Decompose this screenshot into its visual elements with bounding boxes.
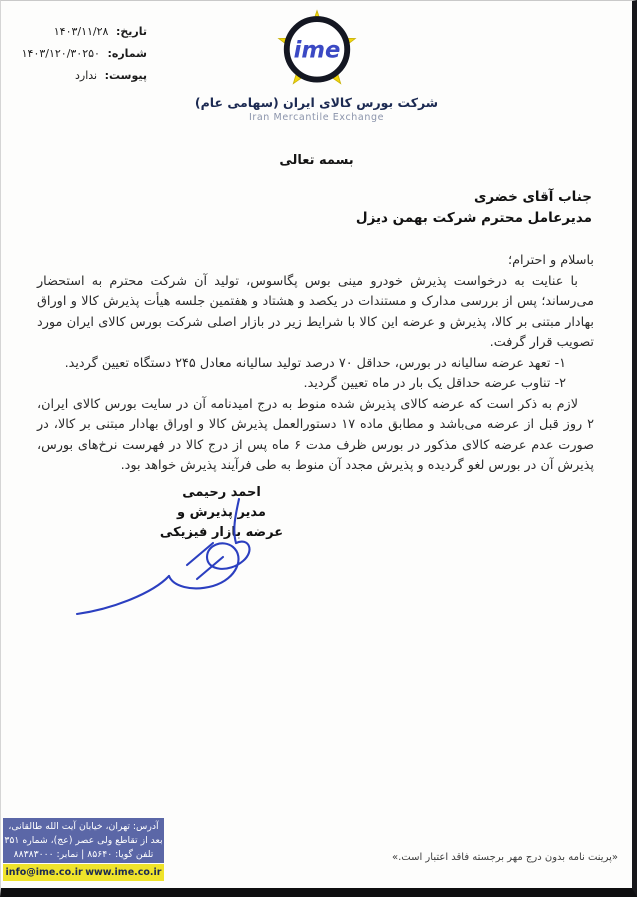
signatory-title-line2: عرضه بازار فیزیکی (159, 525, 284, 540)
address-line-2: بعد از تقاطع ولی عصر (عج)، شماره ۳۵۱ (4, 834, 163, 846)
company-name-fa: شرکت بورس کالای ایران (سهامی عام) (194, 95, 439, 110)
handwritten-signature-icon (71, 493, 266, 621)
date-value: ۱۴۰۳/۱۱/۲۸ (53, 25, 109, 38)
body-paragraph-1: با عنایت به درخواست پذیرش خودرو مینی بوس پگاسوس، تولید آن شرکت محترم به استحضار می‌رساند؛ پس از بررسی مدارک و مستندات در یکصد و هشتاد و هفتمین جلسه هیأت پذیرش کالا و اوراق بهادار مبتنی بر کالا، پذیرش و عرضه این کالا با شرایط زیر در بازار اصلی شرکت بورس کالای ایران مورد تصویب قرار گرفت. (37, 273, 594, 350)
letter-body (37, 251, 594, 477)
number-value: ۱۴۰۳/۱۲۰/۳۰۲۵۰ (21, 47, 100, 60)
number-label: شماره: (107, 47, 147, 60)
recipient-title: مدیرعامل محترم شرکت بهمن دیزل (355, 210, 592, 226)
signatory-title-line1: مدیر پذیرش و (177, 505, 266, 520)
logo-monogram: ime (293, 37, 340, 64)
recipient-block (356, 187, 592, 229)
attachment-label: پیوست: (104, 69, 147, 82)
footer-contact-strip (3, 864, 164, 881)
letterhead-logo-block (1, 9, 632, 123)
address-line-1: آدرس: تهران، خیابان آیت الله طالقانی، (8, 820, 159, 832)
email-link[interactable]: info@ime.co.ir (5, 867, 83, 878)
signature-loop-stroke (169, 542, 249, 589)
signature-slash-1 (187, 543, 213, 565)
website-link[interactable]: www.ime.co.ir (85, 867, 162, 878)
signature-alef-stroke (234, 499, 239, 543)
body-paragraph-2: لازم به ذکر است که عرضه کالای پذیرش شده منوط به درج امیدنامه آن در سایت بورس کالای ایران، ۲ روز قبل از عرضه می‌باشد و مطابق ماده ۱۷ دستورالعمل پذیرش کالا و اوراق بهادار مبتنی بر کالا، در صورت عدم عرضه کالای مذکور در بورس ظرف مدت ۶ ماه پس از درج کالا در فهرست نرخ‌های بورس، پذیرش آن در بورس لغو گردیده و پذیرش مجدد آن منوط به طی فرآیند پذیرش خواهد بود. (37, 396, 594, 473)
condition-item-2: ۲- تناوب عرضه حداقل یک بار در ماه تعیین گردید. (303, 376, 566, 391)
footer-address-box (3, 818, 164, 863)
address-line-3: تلفن گویا: ۸۵۶۴۰ | نمابر: ۸۸۳۸۳۰۰۰ (13, 848, 154, 860)
signatory-name: احمد رحیمی (182, 485, 261, 500)
bismillah-heading: بسمه تعالی (279, 153, 354, 168)
date-label: تاریخ: (115, 25, 147, 38)
condition-item-1: ۱- تعهد عرضه سالیانه در بورس، حداقل ۷۰ درصد تولید سالیانه معادل ۲۴۵ دستگاه تعیین گردید. (64, 355, 566, 371)
salutation: باسلام و احترام؛ (508, 253, 594, 268)
attachment-value: ندارد (75, 69, 98, 82)
print-validity-note: «پرینت نامه بدون درج مهر برجسته فاقد اعتبار است.» (391, 852, 618, 863)
ime-logo-icon (275, 9, 359, 93)
signature-tail-stroke (77, 576, 169, 614)
recipient-name: جناب آقای خضری (474, 189, 592, 205)
company-name-en: Iran Mercantile Exchange (248, 112, 385, 123)
